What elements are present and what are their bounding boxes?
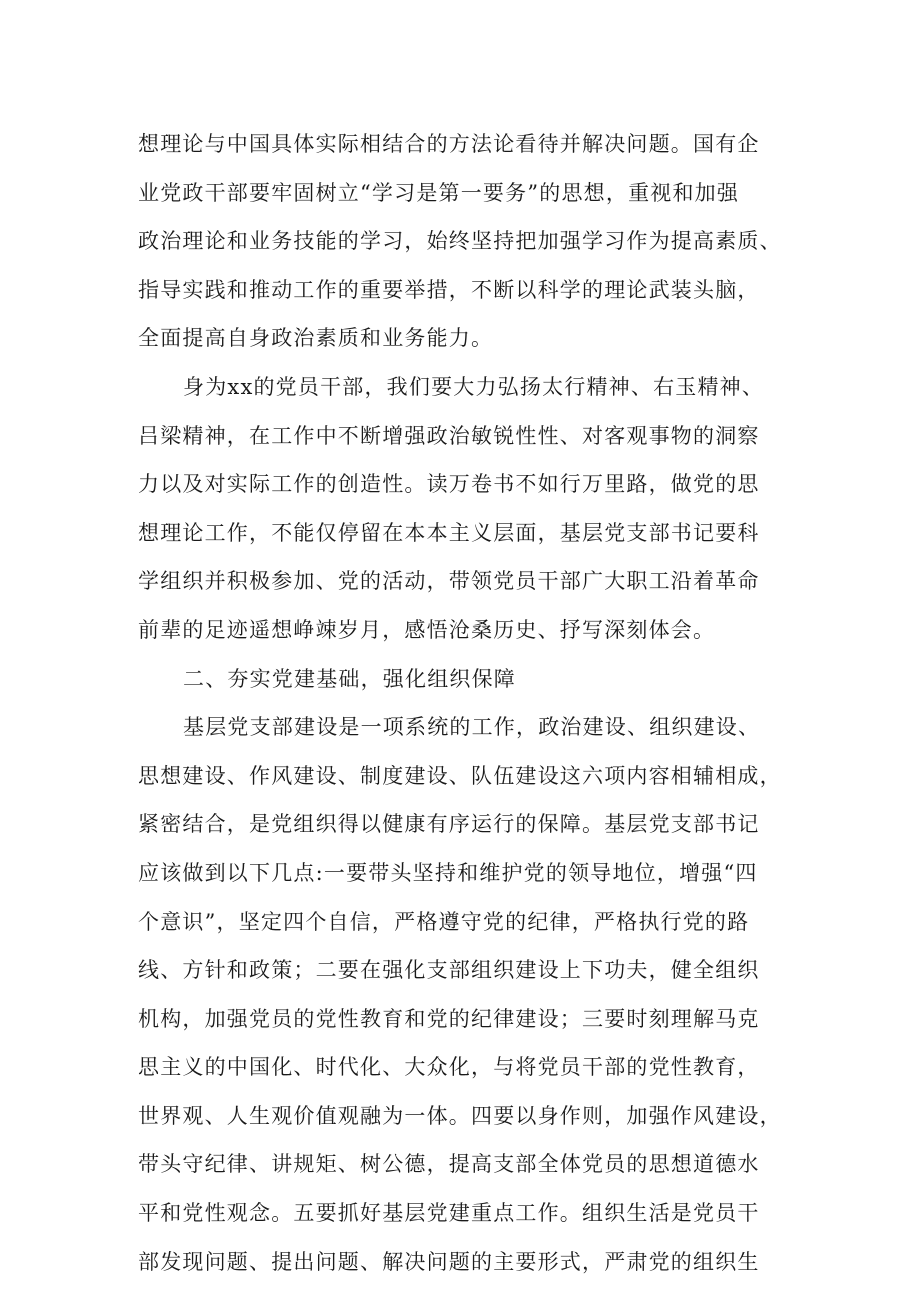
text-line: 紧密结合，是党组织得以健康有序运行的保障。基层党支部书记 [138, 812, 760, 837]
text-line: 想理论与中国具体实际相结合的方法论看待并解决问题。国有企 [138, 132, 760, 156]
document-body [138, 120, 808, 1286]
text-line: 带头守纪律、讲规矩、树公德，提高支部全体党员的思想道德水 [138, 1152, 760, 1177]
text-line: 思想建设、作风建设、制度建设、队伍建设这六项内容相辅相成， [138, 763, 782, 788]
text-line: 身为xx的党员干部，我们要大力弘扬太行精神、右玉精神、 [183, 374, 765, 399]
text-line: 世界观、人生观价值观融为一体。四要以身作则，加强作风建设， [138, 1103, 782, 1128]
text-line: 平和党性观念。五要抓好基层党建重点工作。组织生活是党员干 [138, 1201, 760, 1226]
text-line: 业党政干部要牢固树立“学习是第一要务”的思想，重视和加强 [138, 180, 740, 205]
text-line: 应该做到以下几点:一要带头坚持和维护党的领导地位，增强“四 [138, 860, 758, 885]
text-line: 全面提高自身政治素质和业务能力。 [138, 326, 494, 351]
text-line: 学组织并积极参加、党的活动，带领党员干部广大职工沿着革命 [138, 569, 760, 594]
text-line: 二、夯实党建基础，强化组织保障 [183, 666, 516, 691]
text-line: 想理论工作，不能仅停留在本本主义层面，基层党支部书记要科 [138, 520, 760, 545]
text-line: 政治理论和业务技能的学习，始终坚持把加强学习作为提高素质、 [138, 229, 782, 254]
text-line: 指导实践和推动工作的重要举措，不断以科学的理论武装头脑， [138, 277, 760, 302]
text-line: 力以及对实际工作的创造性。读万卷书不如行万里路，做党的思 [138, 472, 760, 497]
text-line: 个意识”，坚定四个自信，严格遵守党的纪律，严格执行党的路 [138, 909, 750, 934]
text-line: 前辈的足迹遥想峥竦岁月，感悟沧桑历史、抒写深刻体会。 [138, 617, 716, 642]
text-line: 吕梁精神，在工作中不断增强政治敏锐性性、对客观事物的洞察 [138, 423, 760, 448]
text-line: 机构，加强党员的党性教育和党的纪律建设；三要时刻理解马克 [138, 1006, 760, 1031]
text-line: 线、方针和政策；二要在强化支部组织建设上下功夫，健全组织 [138, 958, 760, 983]
text-line: 思主义的中国化、时代化、大众化，与将党员干部的党性教育， [138, 1055, 760, 1080]
text-line: 部发现问题、提出问题、解决问题的主要形式，严肃党的组织生 [138, 1249, 760, 1274]
text-line: 基层党支部建设是一项系统的工作，政治建设、组织建设、 [183, 715, 761, 740]
